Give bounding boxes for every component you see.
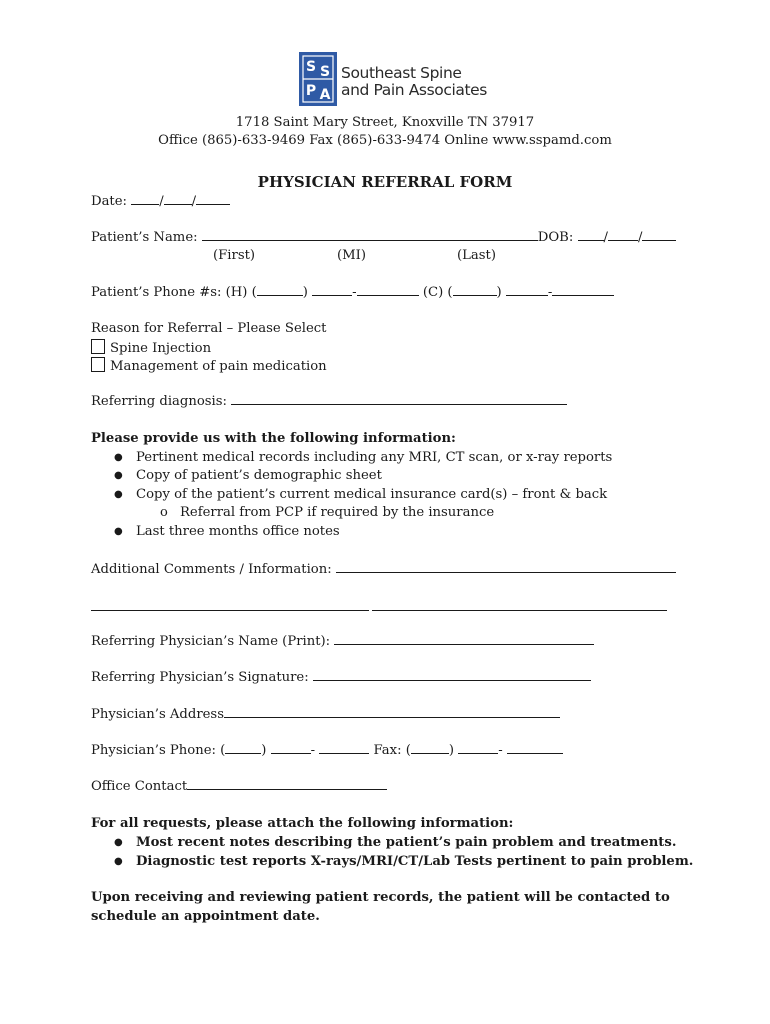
physician-name-row (91, 633, 594, 651)
phone-cell-number-field[interactable] (552, 284, 614, 296)
bullet-icon: ● (114, 856, 123, 867)
physician-phone-row (91, 742, 563, 760)
dob-sep-1: / (603, 230, 608, 245)
pain-medication-label: Management of pain medication (110, 359, 327, 374)
physician-signature-row (91, 669, 591, 687)
patient-phone-row (91, 284, 614, 302)
physician-fax-area-field[interactable] (411, 742, 449, 754)
phone-cell-area-field[interactable] (453, 284, 497, 296)
date-sep-1: / (159, 194, 164, 209)
physician-signature-field[interactable] (313, 669, 591, 681)
name-first-caption: (First) (213, 248, 256, 263)
phone-home-close: ) (302, 285, 308, 300)
physician-fax-close: ) (448, 743, 455, 758)
physician-address-row (91, 706, 560, 724)
reason-option-medication[interactable] (91, 357, 327, 376)
phone-cell-dash: - (547, 285, 553, 300)
name-last-caption: (Last) (457, 248, 496, 263)
diagnosis-row (91, 393, 567, 411)
circle-bullet-icon: o (160, 505, 168, 520)
date-sep-2: / (191, 194, 197, 209)
requests-item-text: Most recent notes describing the patient’s pain problem and treatments. (136, 835, 677, 850)
physician-fax-label: Fax: ( (373, 743, 411, 758)
physician-name-field[interactable] (334, 633, 594, 645)
comments-field-line-2a[interactable] (91, 610, 369, 611)
bullet-icon: ● (114, 837, 123, 848)
comments-field-line-2b[interactable] (372, 610, 667, 611)
name-mi-caption: (MI) (337, 248, 367, 263)
bullet-icon: ● (114, 526, 123, 537)
requests-heading: For all requests, please attach the following information: (91, 816, 514, 831)
phone-home-number-field[interactable] (357, 284, 419, 296)
requests-item-1 (114, 834, 676, 852)
dob-sep-2: / (637, 230, 643, 245)
date-label: Date: (91, 194, 127, 209)
spine-injection-checkbox[interactable] (91, 339, 105, 354)
dob-year-field[interactable] (642, 229, 676, 241)
provide-heading: Please provide us with the following information: (91, 431, 456, 446)
logo-letter-4: A (319, 87, 331, 103)
date-day-field[interactable] (164, 193, 192, 205)
provide-item-text: Last three months office notes (136, 524, 340, 539)
date-year-field[interactable] (196, 193, 230, 205)
office-contact-label: Office Contact (91, 779, 188, 794)
dob-label: DOB: (537, 230, 574, 245)
provide-item-text: Copy of the patient’s current medical insurance card(s) – front & back (136, 487, 608, 502)
physician-signature-label: Referring Physician’s Signature: (91, 670, 309, 685)
diagnosis-label: Referring diagnosis: (91, 394, 227, 409)
provide-item-4 (114, 523, 340, 541)
provide-item-1 (114, 449, 612, 467)
provide-sub-item (160, 504, 494, 522)
logo-mark (299, 52, 337, 106)
dob-day-field[interactable] (608, 229, 638, 241)
phone-cell-label: (C) ( (422, 285, 453, 300)
phone-home-prefix-field[interactable] (312, 284, 352, 296)
logo-letter-3: P (305, 83, 317, 99)
reason-option-spine[interactable] (91, 339, 211, 358)
date-month-field[interactable] (131, 193, 159, 205)
provide-item-2 (114, 467, 382, 485)
physician-fax-prefix-field[interactable] (458, 742, 498, 754)
footer-line-2: schedule an appointment date. (91, 909, 320, 924)
comments-row (91, 561, 676, 579)
patient-name-field[interactable] (202, 229, 538, 241)
pain-medication-checkbox[interactable] (91, 357, 105, 372)
physician-fax-number-field[interactable] (507, 742, 563, 754)
bullet-icon: ● (114, 452, 123, 463)
form-title: PHYSICIAN REFERRAL FORM (257, 173, 513, 191)
logo-letter-2: S (319, 64, 331, 80)
diagnosis-field[interactable] (231, 393, 567, 405)
comments-field-line-1[interactable] (336, 561, 676, 573)
provide-item-text: Pertinent medical records including any MRI, CT scan, or x-ray reports (136, 450, 613, 465)
date-row (91, 193, 230, 211)
footer-line-1: Upon receiving and reviewing patient records, the patient will be contacted to (91, 890, 670, 905)
patient-name-label: Patient’s Name: (91, 230, 198, 245)
dob-month-field[interactable] (578, 229, 604, 241)
provide-item-text: Copy of patient’s demographic sheet (136, 468, 382, 483)
physician-phone-dash: - (310, 743, 316, 758)
provide-item-3 (114, 486, 607, 504)
physician-fax-dash: - (498, 743, 503, 758)
sspa-logo-icon (299, 52, 337, 106)
phone-cell-prefix-field[interactable] (506, 284, 548, 296)
provide-sub-item-text: Referral from PCP if required by the insurance (180, 505, 495, 520)
physician-phone-number-field[interactable] (319, 742, 369, 754)
office-contact-field[interactable] (187, 778, 387, 790)
comments-label: Additional Comments / Information: (91, 562, 332, 577)
requests-item-2 (114, 853, 693, 871)
phone-home-dash: - (352, 285, 357, 300)
phone-cell-close: ) (496, 285, 502, 300)
physician-address-label: Physician’s Address (91, 707, 224, 722)
phone-home-area-field[interactable] (257, 284, 303, 296)
logo-letter-1: S (305, 59, 317, 75)
physician-name-label: Referring Physician’s Name (Print): (91, 634, 331, 649)
physician-phone-prefix-field[interactable] (271, 742, 311, 754)
physician-address-field[interactable] (224, 706, 560, 718)
reason-label: Reason for Referral – Please Select (91, 321, 327, 336)
physician-phone-close: ) (261, 743, 267, 758)
header-contact: Office (865)-633-9469 Fax (865)-633-9474 Online www.sspamd.com (158, 133, 612, 148)
bullet-icon: ● (114, 470, 123, 481)
physician-phone-area-field[interactable] (225, 742, 261, 754)
spine-injection-label: Spine Injection (110, 341, 212, 356)
office-contact-row (91, 778, 387, 796)
patient-name-row (91, 229, 676, 247)
logo-name-line1: Southeast Spine (341, 64, 462, 82)
header-address: 1718 Saint Mary Street, Knoxville TN 37917 (235, 115, 535, 130)
requests-item-text: Diagnostic test reports X-rays/MRI/CT/Lab Tests pertinent to pain problem. (136, 854, 694, 869)
logo-name-line2: and Pain Associates (341, 81, 487, 99)
phone-home-label: Patient’s Phone #s: (H) ( (91, 285, 257, 300)
physician-phone-label: Physician’s Phone: ( (91, 743, 226, 758)
bullet-icon: ● (114, 489, 123, 500)
